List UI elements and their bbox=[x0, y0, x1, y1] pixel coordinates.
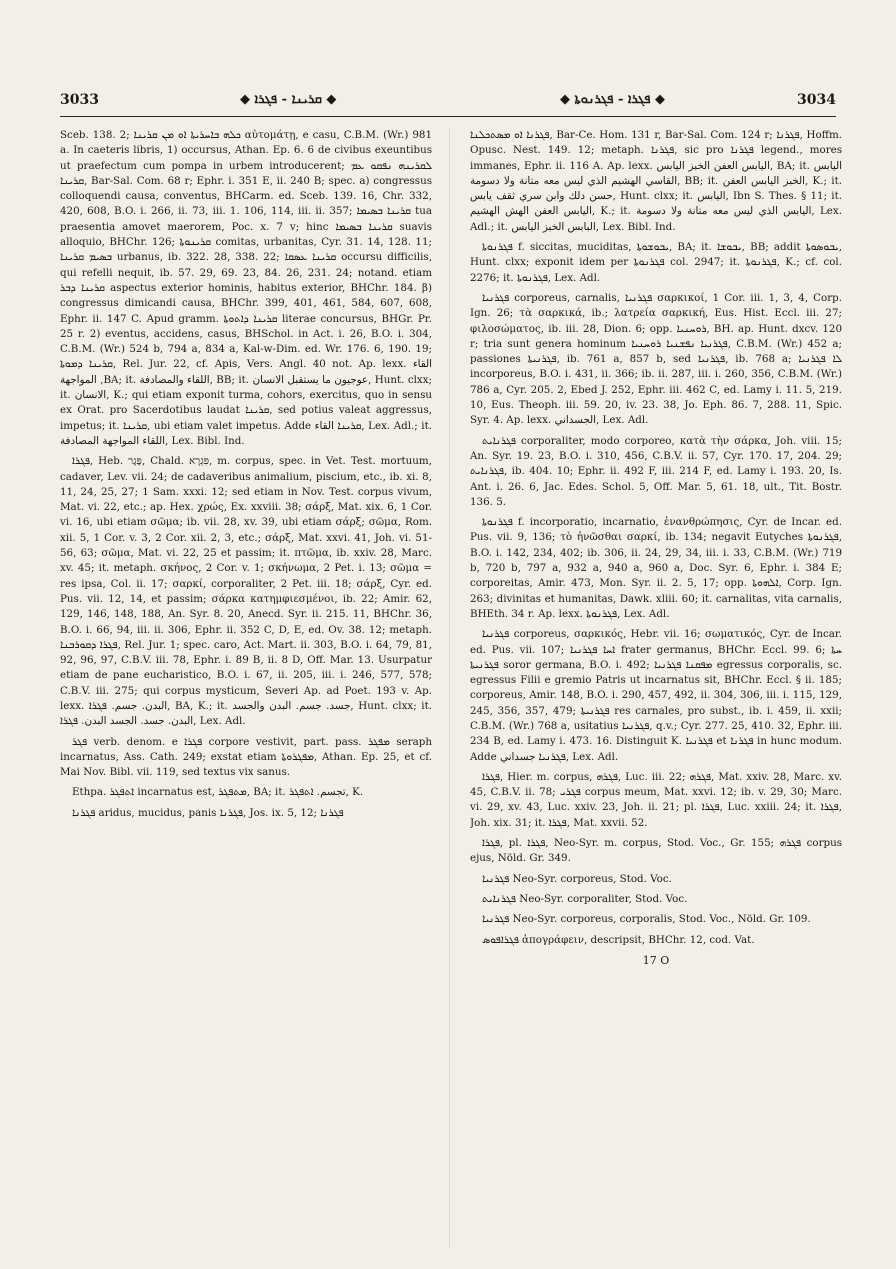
entry-paragraph: ܦܓܪܢܐܝܬ corporaliter, modo corporeo, κατὰ τὴν σάρκα, Joh. viii. 15; An. Syr. 19. 23, B.O. i. 310, 456, C.B.V. ii. 57, Cyr. 170. 17, 204. 29; ܦܓܪܢܐܝܬ, ib. 404. 10; Ephr. ii. 492 F, iii. 214 F, ed. Lamy i. 193. 20, Is. Ant. i. 26. 6, Jac. Edes. Schol. 5, Off. Mar. 5, 61. 18, ult., Tit. Bostr. 136. 5. bbox=[470, 434, 842, 508]
entry-paragraph: ܦܓܪ verb. denom. e ܦܓܪܐ corpore vestivit, part. pass. ܡܦܓܪ seraph incarnatus, Ass. Cath. 249; exstat etiam ܡܦܓܪܘܬܐ, Athan. Ep. 25, et cf. Mai Nov. Bibl. vii. 119, sed textus vix sanus. bbox=[60, 735, 432, 779]
entry-paragraph: ܦܓܪܢܐ ܐܘ ܡܣܬܟܠܢܐ, Bar-Ce. Hom. 131 r, Bar-Sal. Com. 124 r; ܦܓܪܢܐ, Hoffm. Opusc. Nest. 149. 12; metaph. ܦܓܪܢܐ, sic pro ܦܓܪܢܐ legend., mores immanes, Ephr. ii. 116 A. Ap. lexx. اليابس العفن الخبز اليابس, BA; it. اليابس القاسي الهشيم الذي ليس معه متانة ولا دسومة, BB; it. الخبز اليابس العفن, K.; it. حسن دلك وابن سري ثقف يابس, Hunt. clxx; it. اليابس, Ibn S. Thes. § 11; it. اليابس العفن الهش الهشيم, K.; it. اليابس الذي ليس معه متانة ولا دسومة, Lex. Adl.; it. البابس الخبز اليابس, Lex. Bibl. Ind. bbox=[470, 129, 842, 233]
entry-paragraph: ܦܓܪܢܐ aridus, mucidus, panis ܦܓܪܢܐ, Jos. ix. 5, 12; ܦܓܪܢܐ bbox=[72, 806, 344, 819]
entry-paragraph: ܦܓܪܐܦܘܣ ἀπογράφειν, descripsit, BHChr. 12, cod. Vat. bbox=[482, 933, 755, 946]
right-page-number: 3034 bbox=[797, 92, 836, 108]
right-column bbox=[470, 128, 842, 1248]
left-running-head: ◆ ܩܪܝܢܐ - ܦܓܪܐ ◆ bbox=[240, 92, 337, 107]
entry-paragraph: ܦܓܪܢܝܐ corporeus, σαρκικός, Hebr. vii. 16; σωματικός, Cyr. de Incar. ed. Pus. vii. 107; ܐܚܐ ܦܓܪܢܝܐ frater germanus, BHChr. Eccl. 99. 6; ܚܬܐ ܦܓܪܢܝܬܐ soror germana, B.O. i. 492; ܡܦܩܢܐ ܦܓܪܢܝܐ egressus corporalis, sc. egressus Filii e gremio Patris ut incarnatus sit, BHChr. Eccl. § ii. 185; corporeus, Amir. 148, B.O. i. 290, 457, 492, ii. 304, 306, iii. i. 115, 129, 245, 356, 357, 479; ܦܓܪܢܝܬܐ res carnales, pro subst., ib. i. 459, ii. xxii; C.B.M. (Wr.) 768 a, usitatius ܦܓܪܢܝܐ, q.v.; Cyr. 277. 25, 410. 32, Ephr. iii. 234 B, ed. Lamy i. 473. 16. Distinguit K. ܦܓܪܢܝܐ et ܦܓܪܢܐ in hunc modum. Adde ܦܓܪܢܝܐ جسداني, Lex. Adl. bbox=[470, 628, 842, 763]
left-page-number: 3033 bbox=[60, 92, 99, 108]
entry-paragraph: ܦܓܪܢܘܬܐ f. incorporatio, incarnatio, ἐνανθρώπησις, Cyr. de Incar. ed. Pus. vii. 9, 136; τὸ ἡνῶσθαι σαρκί, ib. 134; negavit Eutyches ܦܓܪܢܘܬܐ, B.O. i. 142, 234, 402; ib. 306, ii. 24, 29, 34, iii. i. 33, C.B.M. (Wr.) 719 b, 720 b, 797 a, 932 a, 940 a, 960 a, Doc. Syr. 6, Ephr. i. 384 E; corporeitas, Amir. 473, Mon. Syr. ii. 2. 5, 17; opp. ܐܠܗܘܬܐ, Corp. Ign. 263; divinitas et humanitas, Dawk. xliii. 60; it. carnalitas, vita carnalis, BHEth. 34 r. Ap. lexx. ܦܓܪܢܘܬܐ, Lex. Adl. bbox=[470, 516, 842, 620]
signature-mark: 17 O bbox=[642, 953, 670, 967]
header-rule bbox=[60, 116, 836, 117]
entry-paragraph: ܦܓܪܐ, pl. ܦܓܪܐ, Neo-Syr. m. corpus, Stod. Voc., Gr. 155; ܦܓܪܗ corpus ejus, Nöld. Gr. 349. bbox=[470, 837, 842, 865]
entry-paragraph: ܦܓܪܢܐܝܬ Neo-Syr. corporaliter, Stod. Voc. bbox=[482, 892, 688, 905]
entry-paragraph: ܦܓܪܢܝܐ corporeus, carnalis, ܦܓܪܢܝܐ σαρκικοί, 1 Cor. iii. 1, 3, 4, Corp. Ign. 26; τὰ σαρκικά, ib.; λατρεία σαρκική, Eus. Hist. Eccl. iii. 27; φιλοσώματος, ib. iii. 28, Dion. 6; opp. ܪܘܚܢܝܐ, BH. ap. Hunt. dxcv. 120 r; tria sunt genera hominum ܦܓܪܢܝܐ ܢܦܫܢܝܐ ܪܘܚܢܝܐ, C.B.M. (Wr.) 452 a; passiones ܦܓܪܢܝܬܐ, ib. 761 a, 857 b, sed ܦܓܪܢܝܐ, ib. 768 a; ܠܐ ܦܓܪܢܝܐ incorporeus, B.O. i. 431, ii. 366; ib. ii. 287, iii. i. 260, 356, C.B.M. (Wr.) 786 a, Cyr. 205. 2, Ebed J. 252, Ephr. iii. 462 C, ed. Lamy i. 11. 5, 219. 10, Eus. Theoph. iii. 59. 20, iv. 23. 38, Jo. Eph. 86. 7, 288. 11, Spic. Syr. 4. Ap. lexx. الجسداني, Lex. Adl. bbox=[470, 291, 842, 427]
entry-paragraph: Sceb. 138. 2; ܟܠܗ ܒܐܚܪܝܬܐ ܐܘ ܡܢ ܩܪܝܢܐ αὐτομάτῃ, e casu, C.B.M. (Wr.) 981 a. In caeteris libris, 1) occursus, Athan. Ep. 6. 6 de civibus exeuntibus ut praefectum cum pompa in urbem introducerent; ܠܩܪܝܢܗ ܢܦܩܘ ܥܡ ܩܪܝܢܐ, Bar-Sal. Com. 68 r; Ephr. i. 351 E, ii. 240 B; spec. a) congressus colloquendi causa, conventus, BHCarm. ed. Sceb. 139. 16, Chr. 332, 420, 608, B.O. i. 266, ii. 73, iii. 1. 106, 114, iii. ii. 357; ܩܪܝܢܐ ܒܣܝܡܐ tua praesentia amovet maerorem, Poc. x. 7 v; hinc ܩܪܝܢܐ ܒܣܝܡܐ suavis alloquio, BHChr. 126; ܩܪܝܢܘܬܐ comitas, urbanitas, Cyr. 31. 14, 128. 11; ܒܣܝܡ ܩܪܝܢܐ urbanus, ib. 322. 28, 338. 22; ܩܪܝܢܐ ܥܣܩܐ occursu difficilis, qui refelli nequit, ib. 57. 29, 69. 23, 84. 26, 231. 24; notand. etiam ܩܪܝܢܐ ܕܒܪ aspectus exterior hominis, habitus exterior, BHChr. 184. β) congressus dimicandi causa, BHChr. 399, 401, 461, 584, 607, 608, Ephr. ii. 147 C. Apud gramm. ܩܪܝܢܐ ܕܐܬܘܬܐ literae concursus, BHGr. Pr. 25 r. 2) eventus, accidens, casus, BHSchol. in Act. i. 26, B.O. i. 304, C.B.M. (Wr.) 524 b, 794 a, 834 a, Kal-w-Dim. ed. Wr. 176. 6, 190. 19; ܩܪܝܢܐ ܕܡܘܬܐ, Rel. Jur. 22, cf. Apis, Vers. Angl. 40 not. Ap. lexx. القاء المواجهة ,BA; it. اللقاء والمصادفة, BB; it. عوجيون ما يستقبل الانسان, Hunt. clxx; it. الانسان, K.; qui etiam exponit turma, cohors, exercitus, quo in sensu ex Orat. pro Sacerdotibus laudat ܩܪܝܢܐ, sed potius valeat aggressus, impetus; it. ܩܪܝܢܐ, ubi etiam valet impetus. Adde ܩܪܝܢܐ القاء, Lex. Adl.; it. اللقاء المواجهة المصادفة, Lex. Bibl. Ind. bbox=[60, 129, 432, 447]
entry-paragraph: ܦܓܪܐ, Heb. פֶּגֶר, Chald. פִּגְרָא, m. corpus, spec. in Vet. Test. mortuum, cadaver, Lev. vii. 24; de cadaveribus animalium, piscium, etc., ib. xi. 8, 11, 24, 25, 27; 1 Sam. xxxi. 12; sed etiam in Nov. Test. corpus vivum, Mat. vi. 22, etc.; ap. Hex. χρώς, Ex. xxviii. 38; σάρξ, Mat. xix. 6, 1 Cor. vi. 16, ubi etiam σῶμα; ib. vii. 28, xv. 39, ubi etiam σάρξ; σῶμα, Rom. xii. 5, 1 Cor. v. 3, 2 Cor. xii. 2, 3, etc.; σάρξ, Mat. xxvi. 41, Joh. vi. 51-56, 63; σῶμα, Mat. vi. 22, 25 et passim; it. πτῶμα, ib. xxiv. 28, Marc. xv. 45; it. metaph. σκήνος, 2 Cor. v. 1; σκήνωμα, 2 Pet. i. 13; σῶμα = res ipsa, Col. ii. 17; σαρκί, corporaliter, 2 Pet. iii. 18; σάρξ, Cyr. ed. Pus. vii. 12, 14, et passim; σάρκα κατημφιεσμένοι, ib. 22; Amir. 62, 129, 146, 148, 188, An. Syr. 8. 20, Anecd. Syr. ii. 215. 11, BHChr. 36, B.O. i. 66, 94, iii. ii. 306, Ephr. ii. 352 C, D, E, ed. Ov. 38. 12; metaph. ܦܓܪܐ ܕܩܘܪܒܢܐ, Rel. Jur. 1; spec. caro, Act. Mart. ii. 303, B.O. i. 64, 79, 81, 92, 96, 97, C.B.V. iii. 78, Ephr. i. 89 B, ii. 8 D, Off. Mar. 13. Usurpatur etiam de pane eucharistico, B.O. i. 67, ii. 205, iii. i. 246, 577, 578; C.B.V. iii. 275; qui corpus mysticum, Severi Ap. ad Poet. 193 v. Ap. lexx. البدن. جسم. ܦܓܪܐ, BA, K.; it. جسد. جسم. البدن والجسد, Hunt. clxx; it. البدن. جسد. الجسد البدن. ܦܓܪܐ, Lex. Adl. bbox=[60, 455, 432, 728]
entry-paragraph: ܦܓܪܢܝܐ Neo-Syr. corporeus, Stod. Voc. bbox=[482, 872, 672, 885]
entry-paragraph: ܦܓܪܢܝܐ Neo-Syr. corporeus, corporalis, Stod. Voc., Nöld. Gr. 109. bbox=[482, 913, 811, 926]
entry-paragraph: ܦܓܪܢܘܬܐ f. siccitas, muciditas, ܝܒܘܫܘܬܐ, BA; it. ܝܒܘܫܐ, BB; addit ܝܒܘܣܘܬܐ, Hunt. clxx; exponit idem per ܦܓܪܢܘܬܐ col. 2947; it. ܦܓܪܢܘܬܐ, K.; cf. col. 2276; it. ܦܓܪܢܘܬܐ, Lex. Adl. bbox=[470, 241, 842, 284]
page-header bbox=[60, 92, 836, 114]
entry-paragraph: ܦܓܪܐ, Hier. m. corpus, ܦܓܪܗ, Luc. iii. 22; ܦܓܪܗ, Mat. xxiv. 28, Marc. xv. 45, C.B.V. ii. 78; ܦܓܪܝ corpus meum, Mat. xxvi. 12; ib. v. 29, 30; Marc. vi. 29, xv. 43, Luc. xxiv. 23, Joh. ii. 21; pl. ܦܓܪܐ, Luc. xxiii. 24; it. ܦܓܪܐ, Joh. xix. 31; it. ܦܓܪܐ, Mat. xxvii. 52. bbox=[470, 770, 842, 829]
entry-paragraph: Ethpa. ܐܬܦܓܪ incarnatus est, ܡܬܦܓܪ, BA; it. تجسم. ܐܬܦܓܪ, K. bbox=[72, 786, 364, 799]
column-separator bbox=[449, 128, 450, 1248]
left-column bbox=[60, 128, 432, 1248]
right-running-head: ◆ ܦܓܪܐ - ܦܓܪܢܘܬܐ ◆ bbox=[560, 92, 666, 107]
